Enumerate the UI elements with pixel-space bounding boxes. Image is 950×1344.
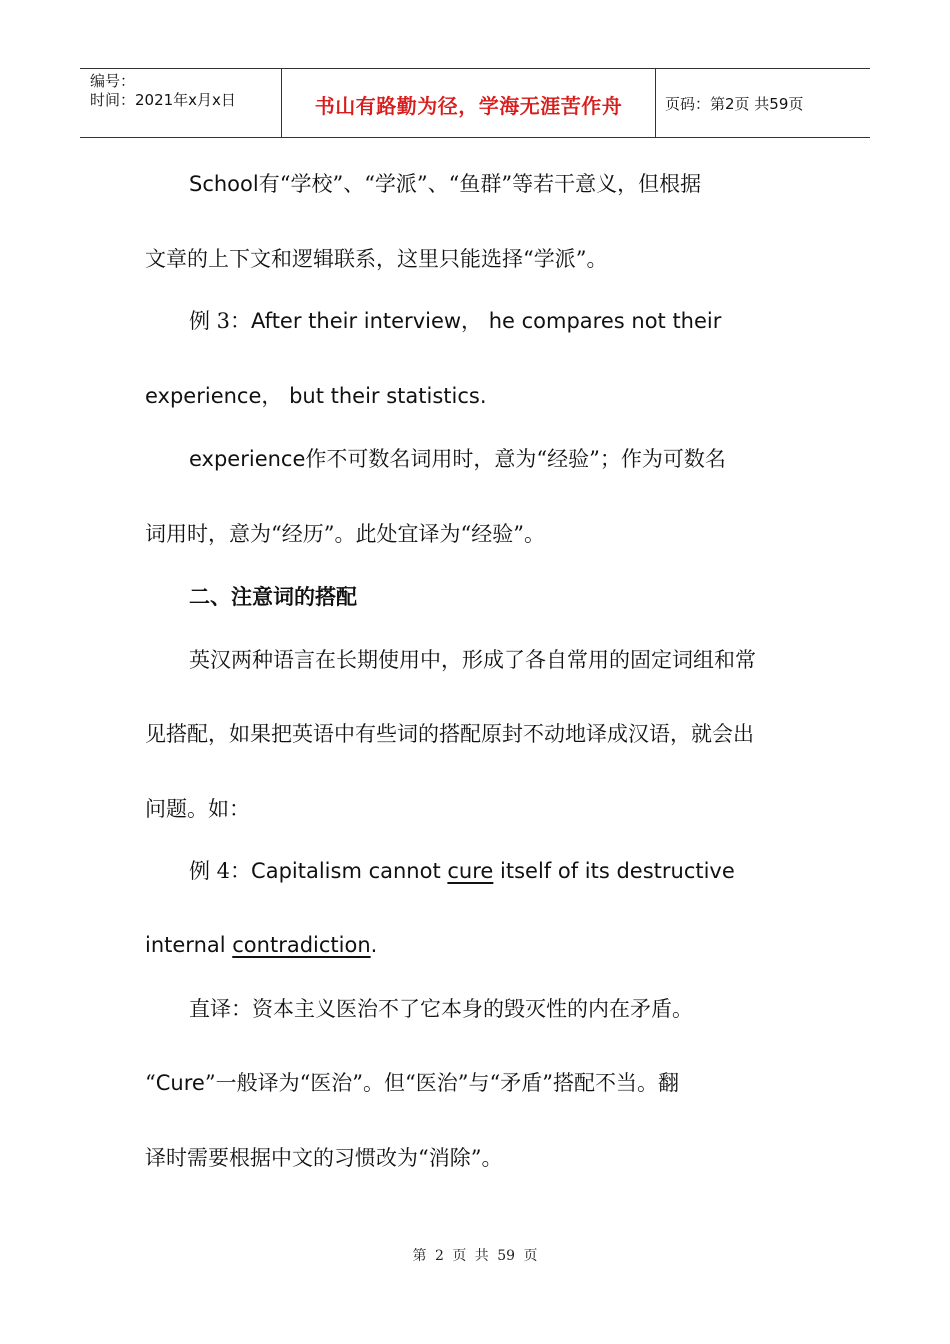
underlined-word-contradiction: contradiction: [232, 933, 371, 957]
section-heading: 二、注意词的搭配: [189, 584, 357, 609]
footer-page-number: 2: [434, 1248, 444, 1264]
literal-translation: 直译：资本主义医治不了它本身的毁灭性的内在矛盾。: [189, 997, 693, 1021]
example-sentence-cont: experience， but their statistics.: [145, 384, 487, 408]
paragraph-line: 英汉两种语言在长期使用中，形成了各自常用的固定词组和常: [189, 648, 756, 672]
example-sentence: Capitalism cannot: [251, 859, 448, 883]
footer-total-pages: 59: [497, 1248, 516, 1264]
example-4-cont: [145, 931, 815, 959]
term-experience: experience: [189, 447, 306, 471]
header-motto-cell: [282, 69, 656, 137]
example-4: [189, 857, 859, 885]
footer-gong: 共: [474, 1248, 489, 1264]
term-school: School: [189, 172, 259, 196]
example-sentence: After their interview， he compares not their: [251, 309, 722, 333]
paragraph-line: 问题。如：: [145, 797, 250, 821]
paragraph-line: 文章的上下文和逻辑联系，这里只能选择“学派”。: [145, 247, 608, 271]
paragraph-text: 有“学校”、“学派”、“鱼群”等若干意义，但根据: [258, 172, 702, 196]
footer-ye: 页: [452, 1248, 467, 1264]
example-label: 例 4：: [189, 859, 252, 883]
paragraph-text: ”一般译为“医治”。但“医治”与“矛盾”搭配不当。翻: [204, 1071, 679, 1095]
footer-ye2: 页: [523, 1248, 538, 1264]
paragraph-line: 词用时，意为“经历”。此处宜译为“经验”。: [145, 522, 545, 546]
paragraph-school: [189, 170, 859, 198]
quote-mark: “: [145, 1071, 156, 1095]
underlined-word-cure: cure: [447, 859, 494, 883]
page-header: [80, 68, 870, 138]
example-sentence: itself of its destructive: [493, 859, 735, 883]
paragraph-text: 作不可数名词用时，意为“经验”；作为可数名: [305, 447, 726, 471]
header-page-cell: [656, 69, 870, 137]
example-label: 例 3：: [189, 309, 252, 333]
header-motto: 书山有路勤为径，学海无涯苦作舟: [314, 94, 623, 118]
paragraph-line: 见搭配，如果把英语中有些词的搭配原封不动地译成汉语，就会出: [145, 722, 754, 746]
header-meta-cell: [80, 69, 282, 137]
page-footer: [0, 1245, 950, 1265]
paragraph-cure: [145, 1069, 815, 1097]
header-page-info: 页码：第2页 共59页: [665, 94, 804, 113]
term-cure: Cure: [155, 1071, 205, 1095]
paragraph-experience: [189, 445, 859, 473]
date-label: 时间：2021年x月x日: [90, 91, 236, 109]
paragraph-line: 译时需要根据中文的习惯改为“消除”。: [145, 1146, 503, 1170]
serial-label: 编号：: [90, 72, 136, 90]
example-sentence: internal: [145, 933, 233, 957]
footer-di: 第: [412, 1248, 427, 1264]
example-3: [189, 307, 859, 335]
example-sentence: .: [370, 933, 378, 957]
